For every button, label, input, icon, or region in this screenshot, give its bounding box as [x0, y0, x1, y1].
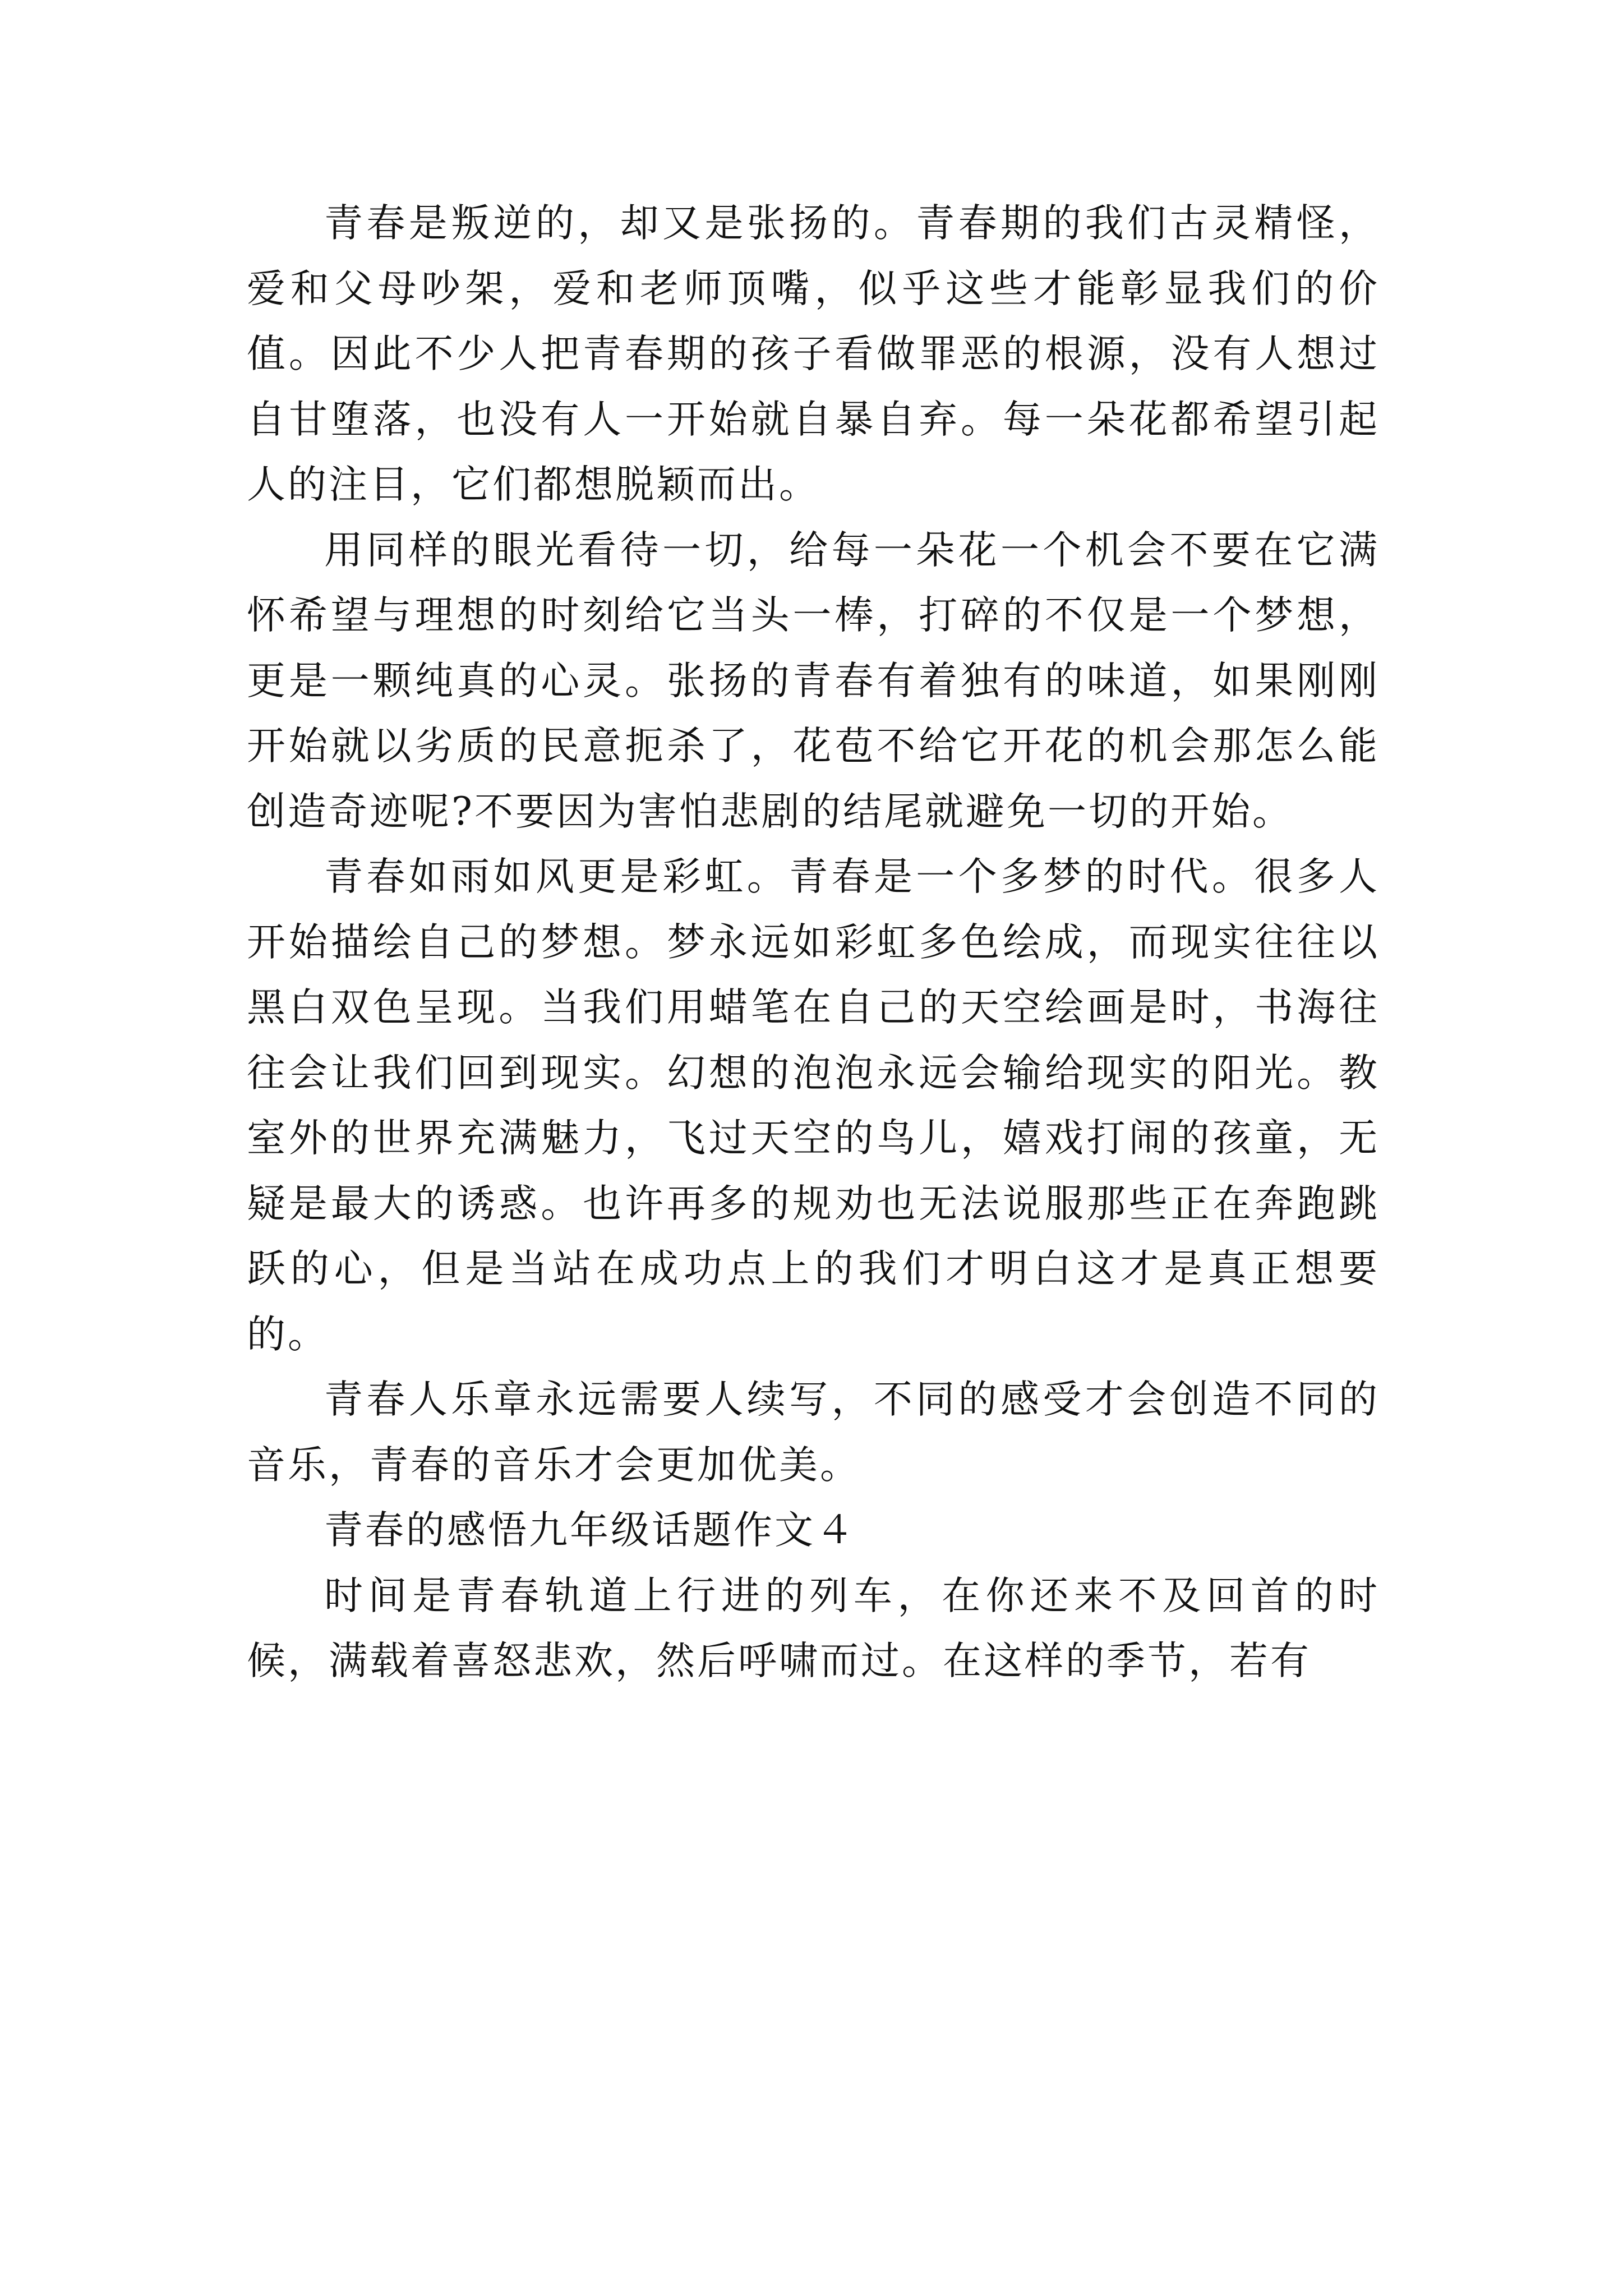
paragraph-1: 青春是叛逆的，却又是张扬的。青春期的我们古灵精怪，爱和父母吵架，爱和老师顶嘴，似乎这些才能彰显我们的价值。因此不少人把青春期的孩子看做罪恶的根源，没有人想过自甘堕落，也没有人一开始就自暴自弃。每一朵花都希望引起人的注目，它们都想脱颖而出。 — [247, 201, 1380, 507]
paragraph-3: 青春如雨如风更是彩虹。青春是一个多梦的时代。很多人开始描绘自己的梦想。梦永远如彩虹多色绘成，而现实往往以黑白双色呈现。当我们用蜡笔在自己的天空绘画是时，书海往往会让我们回到现实。幻想的泡泡永远会输给现实的阳光。教室外的世界充满魅力，飞过天空的鸟儿，嬉戏打闹的孩童，无疑是最大的诱惑。也许再多的规劝也无法说服那些正在奔跑跳跃的心，但是当站在成功点上的我们才明白这才是真正想要的。 — [247, 854, 1380, 1357]
paragraph-2: 用同样的眼光看待一切，给每一朵花一个机会不要在它满怀希望与理想的时刻给它当头一棒，打碎的不仅是一个梦想，更是一颗纯真的心灵。张扬的青春有着独有的味道，如果刚刚开始就以劣质的民意扼杀了，花苞不给它开花的机会那怎么能创造奇迹呢?不要因为害怕悲剧的结尾就避免一切的开始。 — [247, 527, 1380, 834]
document-body — [247, 191, 1380, 1694]
section-heading: 青春的感悟九年级话题作文４ — [324, 1508, 856, 1553]
paragraph-5: 时间是青春轨道上行进的列车，在你还来不及回首的时候，满载着喜怒悲欢，然后呼啸而过。在这样的季节，若有 — [247, 1573, 1380, 1683]
paragraph-4: 青春人乐章永远需要人续写，不同的感受才会创造不同的音乐，青春的音乐才会更加优美。 — [247, 1377, 1380, 1488]
